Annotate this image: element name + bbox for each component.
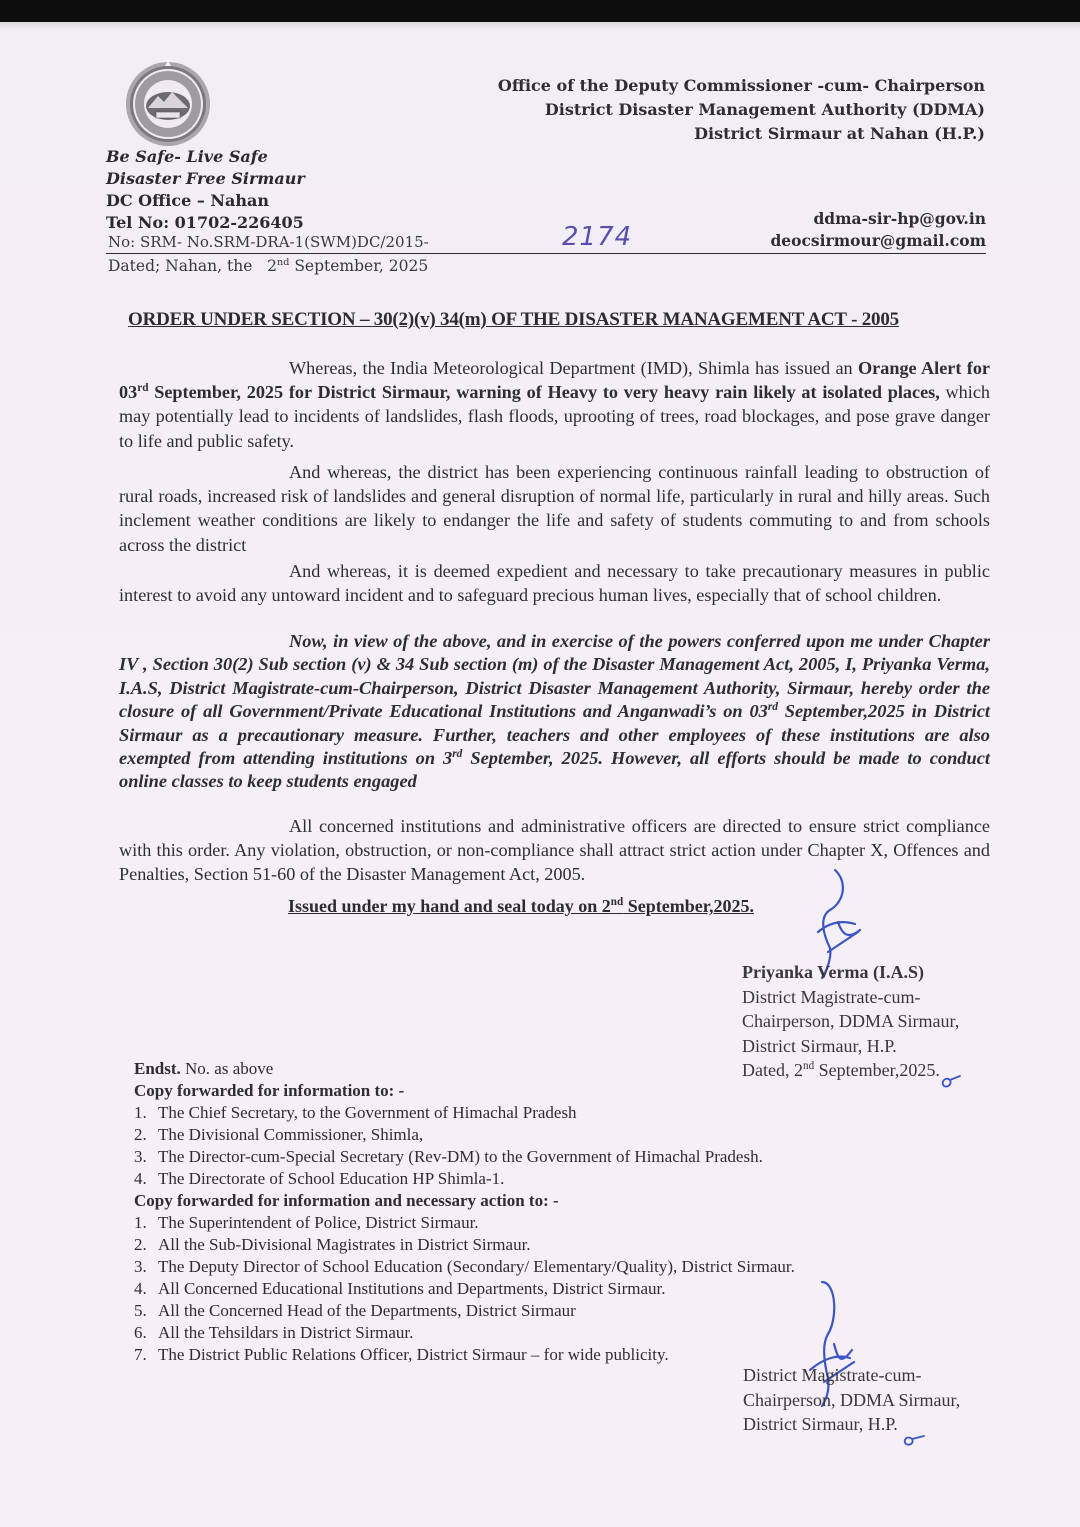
list-item: 3. The Deputy Director of School Education (Secondary/ Elementary/Quality), District Sirmaur. (134, 1257, 795, 1276)
paragraph-precaution: And whereas, it is deemed expedient and necessary to take precautionary measures in public interest to avoid any untoward incident and to safeguard precious human lives, especially that of school children. (119, 561, 990, 606)
paragraph-closure-order: Now, in view of the above, and in exercise of the powers conferred upon me under Chapter IV , Section 30(2) Sub section (v) & 34 Sub section (m) of the Disaster Management Act, 2005, I, Priyanka Verma, I.A.S, District Magistrate-cum-Chairperson, District Disaster Management Authority, Sirmaur, hereby order the closure of all Government/Private Educational Institutions and Anganwadi’s on 03rd September,2025 in District Sirmaur as a precautionary measure. Further, teachers and other employees of these institutions are also exempted from attending institutions on 3rd September, 2025. However, all efforts should be made to conduct online classes to keep students engaged (119, 631, 990, 792)
copy-info-list (134, 1102, 795, 1190)
ddma-logo-icon (118, 60, 218, 148)
letter-date: Dated; Nahan, the 2nd September, 2025 (108, 256, 429, 275)
signatory-designation-3: District Sirmaur, H.P. (743, 1414, 898, 1434)
handwritten-dispatch-number: 2174 (562, 222, 633, 252)
office-title-line-3: District Sirmaur at Nahan (H.P.) (694, 124, 985, 143)
list-item: 2. All the Sub-Divisional Magistrates in District Sirmaur. (134, 1235, 531, 1254)
copy-action-heading: Copy forwarded for information and necessary action to: - (134, 1191, 559, 1210)
scan-top-edge (0, 0, 1080, 22)
list-item: 4. The Directorate of School Education HP Shimla-1. (134, 1169, 505, 1188)
list-item: 7. The District Public Relations Officer, District Sirmaur – for wide publicity. (134, 1345, 669, 1364)
signatory-designation-2: Chairperson, DDMA Sirmaur, (743, 1389, 961, 1410)
signatory-designation-1: District Magistrate-cum- (742, 986, 921, 1007)
office-title-line-1: Office of the Deputy Commissioner -cum- Chairperson (497, 76, 985, 95)
signatory-designation-2: Chairperson, DDMA Sirmaur, (742, 1011, 960, 1031)
paragraph-compliance: All concerned institutions and administrative officers are directed to ensure strict compliance with this order. Any violation, obstruction, or non-compliance shall attract strict action under Chapter X, Offences and Penalties, Section 51-60 of the Disaster Management Act, 2005. (119, 816, 990, 885)
list-item: 3. The Director-cum-Special Secretary (Rev-DM) to the Government of Himachal Pradesh. (134, 1147, 763, 1166)
letterhead-left (106, 146, 305, 234)
email-gov[interactable]: ddma-sir-hp@gov.in (813, 209, 986, 228)
reference-number: No: SRM- No.SRM-DRA-1(SWM)DC/2015- (108, 233, 429, 251)
copy-action-list (134, 1212, 795, 1366)
endorsement-number: Endst. No. as above (134, 1059, 274, 1078)
signatory-designation-1: District Magistrate-cum- (743, 1365, 922, 1385)
list-item: 1. The Chief Secretary, to the Government of Himachal Pradesh (134, 1103, 577, 1122)
motto-line-2: Disaster Free Sirmaur (106, 169, 305, 188)
signatory-date: Dated, 2nd September,2025. (742, 1060, 940, 1080)
paragraph-imd-alert: Whereas, the India Meteorological Department (IMD), Shimla has issued an Orange Alert for 03rd September, 2025 for District Sirmaur, warning of Heavy to very heavy rain likely at isolated places, which may potentially lead to incidents of landslides, flash floods, uprooting of trees, road blockages, and pose grave danger to life and public safety. (119, 358, 991, 451)
order-title: ORDER UNDER SECTION – 30(2)(v) 34(m) OF THE DISASTER MANAGEMENT ACT - 2005 (128, 309, 899, 330)
email-gmail[interactable]: deocsirmour@gmail.com (770, 231, 986, 250)
office-location: DC Office – Nahan (106, 191, 270, 210)
telephone: Tel No: 01702-226405 (106, 213, 304, 232)
letterhead-right (498, 74, 985, 146)
office-title-line-2: District Disaster Management Authority (DDMA) (544, 100, 985, 119)
paragraph-rainfall: And whereas, the district has been experiencing continuous rainfall leading to obstruction of rural roads, increased risk of landslides and general disruption of normal life, particularly in rural and hilly areas. Such inclement weather conditions are likely to endanger the life and safety of students commuting to and from schools across the district (119, 462, 990, 555)
list-item: 6. All the Tehsildars in District Sirmaur. (134, 1323, 414, 1342)
list-item: 4. All Concerned Educational Institutions and Departments, District Sirmaur. (134, 1279, 666, 1298)
endorsement-section (134, 1058, 795, 1366)
copy-info-heading: Copy forwarded for information to: - (134, 1081, 405, 1100)
signatory-name: Priyanka Verma (I.A.S) (742, 962, 925, 982)
list-item: 5. All the Concerned Head of the Departments, District Sirmaur (134, 1301, 576, 1320)
issued-under-seal: Issued under my hand and seal today on 2nd September,2025. (288, 896, 755, 916)
signatory-designation-3: District Sirmaur, H.P. (742, 1035, 897, 1056)
motto-line-1: Be Safe- Live Safe (106, 147, 268, 166)
list-item: 2. The Divisional Commissioner, Shimla, (134, 1125, 424, 1144)
signatory-block-2 (743, 1363, 960, 1437)
list-item: 1. The Superintendent of Police, District Sirmaur. (134, 1213, 479, 1232)
